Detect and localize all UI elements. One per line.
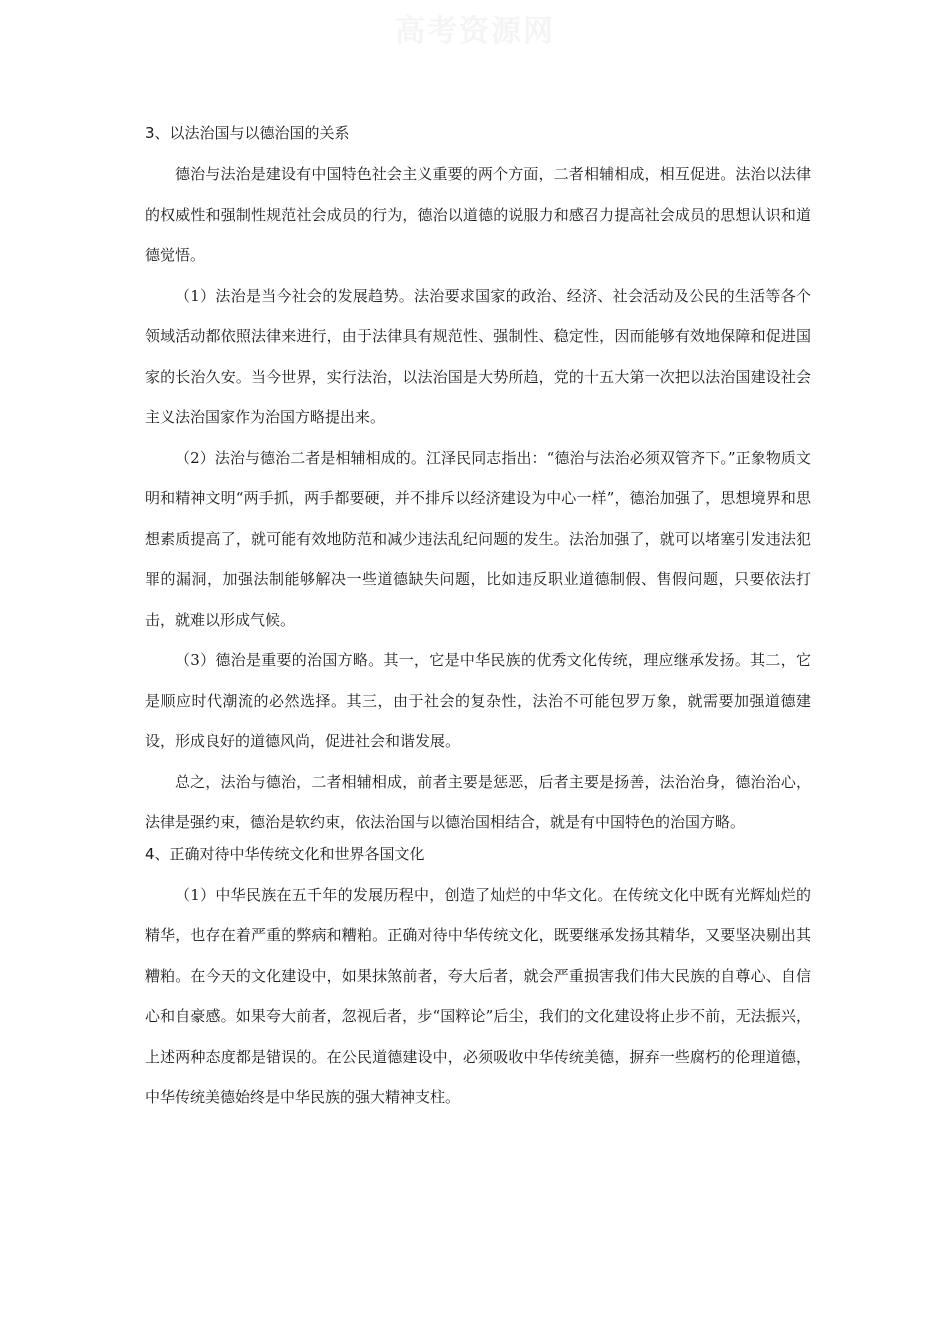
paragraph-summary: 总之，法治与德治，二者相辅相成，前者主要是惩恶，后者主要是扬善，法治治身，德治治心，法律是强约束，德治是软约束，依法治国与以德治国相结合，就是有中国特色的治国方略。 (145, 772, 811, 831)
paragraph-point-1: （1）法治是当今社会的发展趋势。法治要求国家的政治、经济、社会活动及公民的生活等各个领域活动都依照法律来进行，由于法律具有规范性、强制性、稳定性，因而能够有效地保障和促进国家的长治久安。当今世界，实行法治，以法治国是大势所趋，党的十五大第一次把以法治国建设社会主义法治国家作为治国方略提出来。 (145, 286, 811, 426)
paragraph-intro: 德治与法治是建设有中国特色社会主义重要的两个方面，二者相辅相成，相互促进。法治以法律的权威性和强制性规范社会成员的行为，德治以道德的说服力和感召力提高社会成员的思想认识和道德觉悟。 (145, 165, 811, 264)
paragraph-point-2: （2）法治与德治二者是相辅相成的。江泽民同志指出：“德治与法治必须双管齐下。”正象物质文明和精神文明“两手抓，两手都要硬，并不排斥以经济建设为中心一样”，德治加强了，思想境界和思想素质提高了，就可能有效地防范和减少违法乱纪问题的发生。法治加强了，就可以堵塞引发违法犯罪的漏洞，加强法制能够解决一些道德缺失问题，比如违反职业道德制假、售假问题，只要依法打击，就难以形成气候。 (145, 448, 811, 629)
document-body (145, 122, 811, 1118)
paragraph-point-3: （3）德治是重要的治国方略。其一，它是中华民族的优秀文化传统，理应继承发扬。其二，它是顺应时代潮流的必然选择。其三，由于社会的复杂性，法治不可能包罗万象，就需要加强道德建设，形成良好的道德风尚，促进社会和谐发展。 (145, 651, 811, 750)
paragraph-culture-1: （1）中华民族在五千年的发展历程中，创造了灿烂的中华文化。在传统文化中既有光辉灿烂的精华，也存在着严重的弊病和糟粕。正确对待中华传统文化，既要继承发扬其精华，又要坚决剔出其糟粕。在今天的文化建设中，如果抹煞前者，夸大后者，就会严重损害我们伟大民族的自尊心、自信心和自豪感。如果夸大前者，忽视后者，步“国粹论”后尘，我们的文化建设将止步不前，无法振兴，上述两种态度都是错误的。在公民道德建设中，必须吸收中华传统美德，摒弃一些腐朽的伦理道德，中华传统美德始终是中华民族的强大精神支柱。 (145, 885, 811, 1106)
watermark: 高考资源网 (395, 14, 555, 49)
section-heading-3: 3、以法治国与以德治国的关系 (145, 124, 350, 142)
section-heading-4: 4、正确对待中华传统文化和世界各国文化 (145, 844, 425, 863)
